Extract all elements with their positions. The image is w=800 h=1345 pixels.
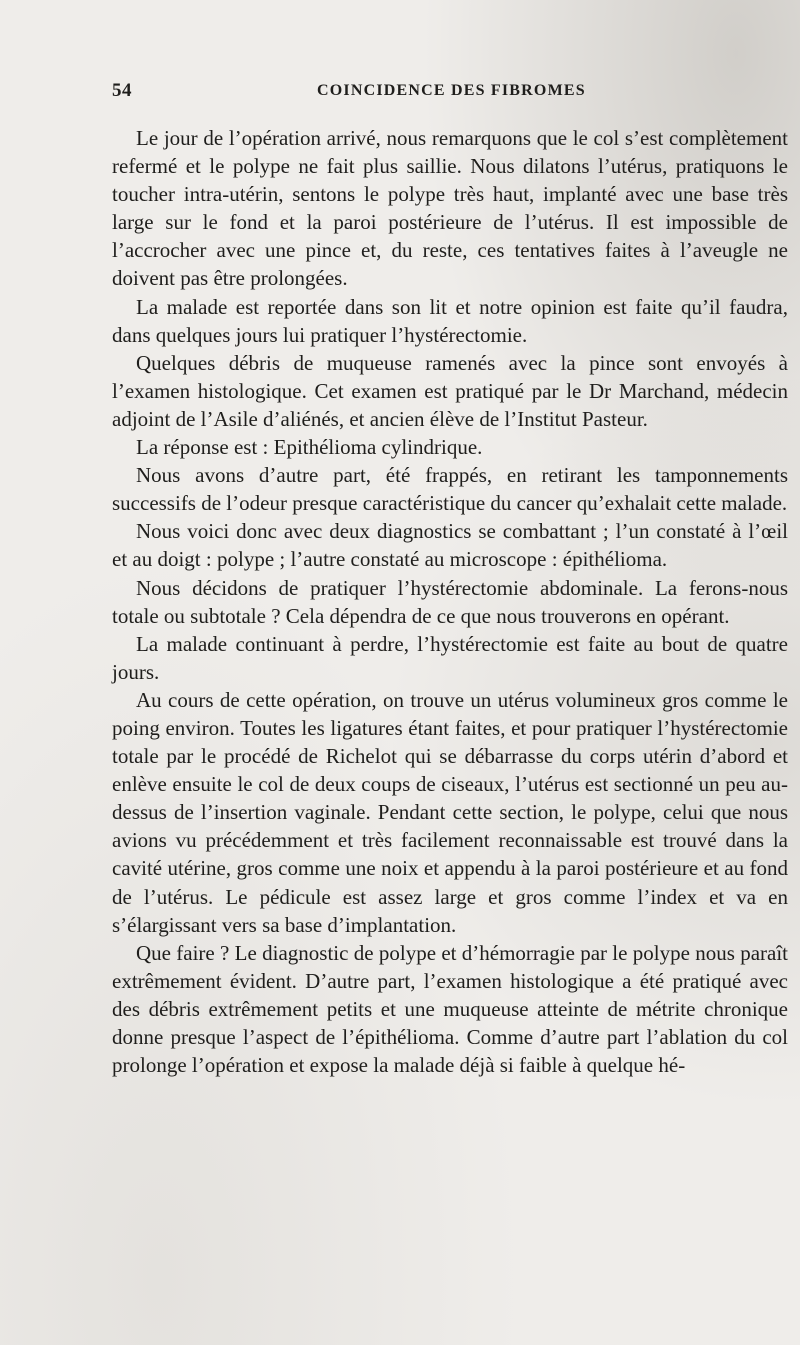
paragraph-operation-day: Le jour de l’opération arrivé, nous remarquons que le col s’est complètement refermé et le polype ne fait plus saillie. Nous dilatons l’utérus, pratiquons le toucher intra-utérin, sentons le polype très haut, implanté avec une base très large sur le fond et la paroi postérieure de l’utérus. Il est impossible de l’accrocher avec une pince et, du reste, ces tentatives faites à l’aveugle ne doivent pas être prolongées. bbox=[112, 126, 788, 291]
paragraph-odor: Nous avons d’autre part, été frappés, en retirant les tamponnements successifs de l’odeur presque caractéristique du cancer qu’exhalait cette malade. bbox=[112, 463, 788, 516]
paragraph-four-days: La malade continuant à perdre, l’hystérectomie est faite au bout de quatre jours. bbox=[112, 631, 788, 684]
running-head bbox=[112, 80, 702, 106]
paragraph-histology-sent: Quelques débris de muqueuse ramenés avec la pince sont envoyés à l’examen histologique. Cet examen est pratiqué par le Dr Marchand, médecin adjoint de l’Asile d’aliénés, et ancien élève de l’Institut Pasteur. bbox=[112, 350, 788, 431]
running-title: COINCIDENCE DES FIBROMES bbox=[317, 82, 586, 99]
paragraph-decision: Nous décidons de pratiquer l’hystérectomie abdominale. La ferons-nous totale ou subtotale ? Cela dépendra de ce que nous trouverons en opérant. bbox=[112, 575, 788, 628]
body-text bbox=[112, 124, 788, 1079]
paragraph-response: La réponse est : Epithélioma cylindrique. bbox=[136, 435, 483, 460]
paragraph-patient-returned: La malade est reportée dans son lit et notre opinion est faite qu’il faudra, dans quelques jours lui pratiquer l’hystérectomie. bbox=[112, 294, 788, 347]
paragraph-two-diagnostics: Nous voici donc avec deux diagnostics se combattant ; l’un constaté à l’œil et au doigt : polype ; l’autre constaté au microscope : épithélioma. bbox=[112, 519, 788, 572]
page-number: 54 bbox=[112, 80, 132, 101]
paragraph-what-to-do: Que faire ? Le diagnostic de polype et d’hémorragie par le polype nous paraît extrêmement évident. D’autre part, l’examen histologique a été pratiqué avec des débris extrêmement petits et une muqueuse atteinte de métrite chronique donne presque l’aspect de l’épithélioma. Comme d’autre part l’ablation du col prolonge l’opération et expose la malade déjà si faible à quelque hé- bbox=[112, 940, 788, 1078]
paragraph-operation-course: Au cours de cette opération, on trouve un utérus volumineux gros comme le poing environ. Toutes les ligatures étant faites, et pour pratiquer l’hystérectomie totale par le procédé de Richelot qui se débarrasse du corps utérin d’abord et enlève ensuite le col de deux coups de ciseaux, l’utérus est sectionné un peu au-dessus de l’insertion vaginale. Pendant cette section, le polype, celui que nous avions vu précédemment et très facilement reconnaissable est trouvé dans la cavité utérine, gros comme une noix et appendu à la paroi postérieure et au fond de l’utérus. Le pédicule est assez large et gros comme l’index et va en s’élargissant vers sa base d’implantation. bbox=[112, 687, 788, 937]
